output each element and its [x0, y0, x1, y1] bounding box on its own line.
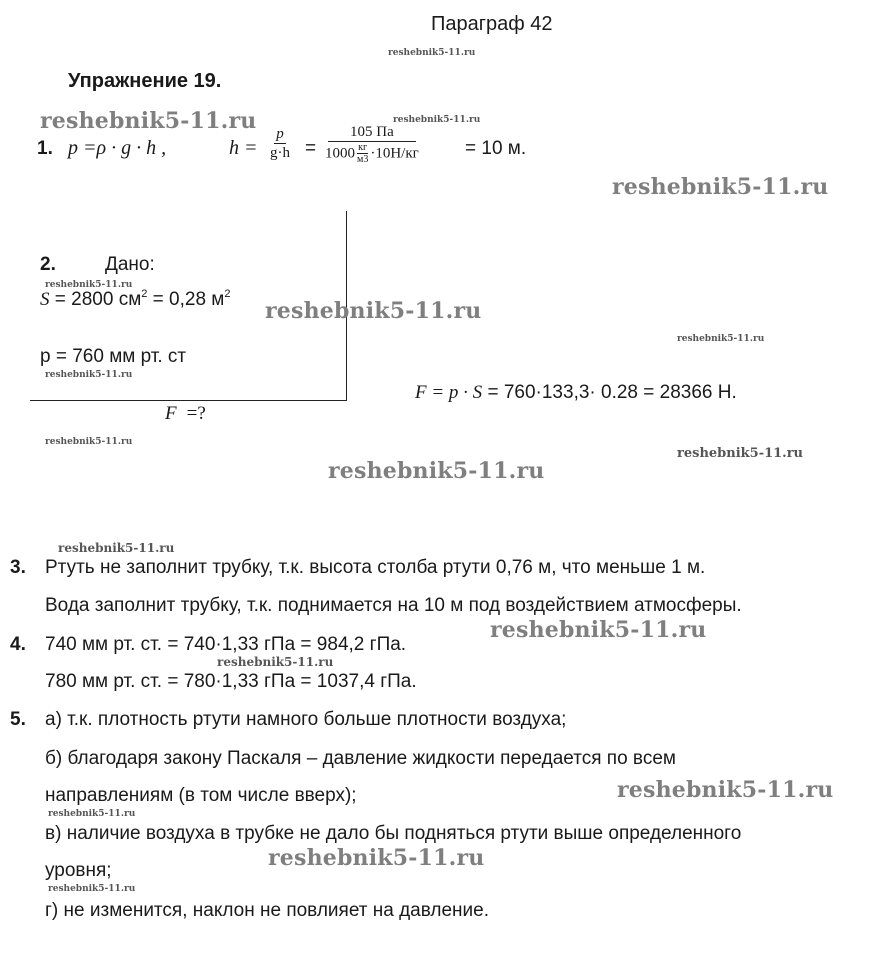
given-label: Дано:: [105, 254, 155, 275]
density-unit: [356, 142, 369, 166]
task5-item-c-line-2: уровня;: [45, 860, 112, 881]
given-area: [40, 289, 231, 311]
gravity-value: ·10Н/кг: [370, 144, 419, 161]
solution-formula: [415, 382, 737, 404]
fraction-value: [323, 124, 421, 166]
exercise-title: Упражнение 19.: [68, 70, 222, 92]
area-value-m: = 0,28 м: [147, 289, 225, 310]
given-horizontal-divider: [30, 400, 347, 401]
solution-computation: = 760·133,3· 0.28 = 28366 Н.: [482, 382, 737, 403]
unit-numerator: кг: [358, 141, 368, 153]
watermark-small: reshebnik5-11.ru: [58, 541, 175, 555]
watermark-big: reshebnik5-11.ru: [268, 845, 485, 871]
watermark-small: reshebnik5-11.ru: [45, 280, 133, 290]
given-pressure: p = 760 мм рт. ст: [40, 346, 187, 367]
task-number: 1.: [37, 138, 53, 159]
unit-denominator: м3: [357, 153, 369, 165]
fraction-denominator: g·h: [270, 144, 290, 161]
task5-item-a: а) т.к. плотность ртути намного больше плотности воздуха;: [45, 709, 567, 730]
watermark-big: reshebnik5-11.ru: [612, 174, 829, 200]
watermark-small: reshebnik5-11.ru: [677, 334, 765, 344]
watermark-small: reshebnik5-11.ru: [388, 48, 476, 58]
task5-item-d: г) не изменится, наклон не повлияет на давление.: [45, 900, 490, 921]
density-value: 1000: [325, 144, 355, 161]
force-variable: F: [165, 403, 177, 424]
task3-line-2: Вода заполнит трубку, т.к. поднимается на 10 м под воздействием атмосферы.: [45, 595, 742, 616]
watermark-small: reshebnik5-11.ru: [217, 655, 334, 669]
task-number: 4.: [10, 634, 26, 655]
task4-line-1: 740 мм рт. ст. = 740·1,33 гПа = 984,2 гПа.: [45, 634, 407, 655]
watermark-small: reshebnik5-11.ru: [45, 370, 133, 380]
task3-line-1: Ртуть не заполнит трубку, т.к. высота столба ртути 0,76 м, что меньше 1 м.: [45, 557, 706, 578]
watermark-big: reshebnik5-11.ru: [40, 108, 257, 134]
task-number: 3.: [10, 557, 26, 578]
find-force: [165, 403, 206, 425]
task5-item-b-line-1: б) благодаря закону Паскаля – давление жидкости передается по всем: [45, 748, 676, 769]
watermark-big: reshebnik5-11.ru: [617, 777, 834, 803]
area-exponent: 2: [141, 288, 148, 300]
fraction-numerator: p: [276, 126, 284, 142]
task-number: 2.: [40, 254, 56, 275]
fraction-denominator: [323, 142, 421, 166]
watermark-small: reshebnik5-11.ru: [393, 115, 481, 125]
area-exponent: 2: [224, 288, 231, 300]
watermark-big: reshebnik5-11.ru: [490, 617, 707, 643]
task1-result: = 10 м.: [465, 138, 527, 159]
task5-item-b-line-2: направлениям (в том числе вверх);: [45, 785, 357, 806]
formula-pressure: p =ρ · g · h ,: [68, 137, 167, 159]
watermark-big: reshebnik5-11.ru: [328, 458, 545, 484]
task5-item-c-line-1: в) наличие воздуха в трубке не дало бы подняться ртути выше определенного: [45, 823, 742, 844]
watermark-small: reshebnik5-11.ru: [45, 437, 133, 447]
formula-height-lhs: h =: [229, 137, 258, 159]
solution-variables: F = p · S: [415, 382, 483, 403]
task-number: 5.: [10, 709, 26, 730]
area-variable: S: [40, 289, 50, 310]
fraction-numerator: 105 Па: [328, 124, 416, 142]
watermark-small: reshebnik5-11.ru: [48, 809, 136, 819]
watermark-big: reshebnik5-11.ru: [265, 298, 482, 324]
page-title: Параграф 42: [431, 13, 553, 35]
task4-line-2: 780 мм рт. ст. = 780·1,33 гПа = 1037,4 гПа.: [45, 671, 417, 692]
area-value-cm: = 2800 см: [49, 289, 142, 310]
watermark-small: reshebnik5-11.ru: [677, 446, 804, 461]
watermark-small: reshebnik5-11.ru: [48, 884, 136, 894]
fraction-p-over-gh: [268, 126, 292, 162]
find-question: =?: [186, 403, 206, 424]
equals-sign: =: [305, 138, 317, 159]
